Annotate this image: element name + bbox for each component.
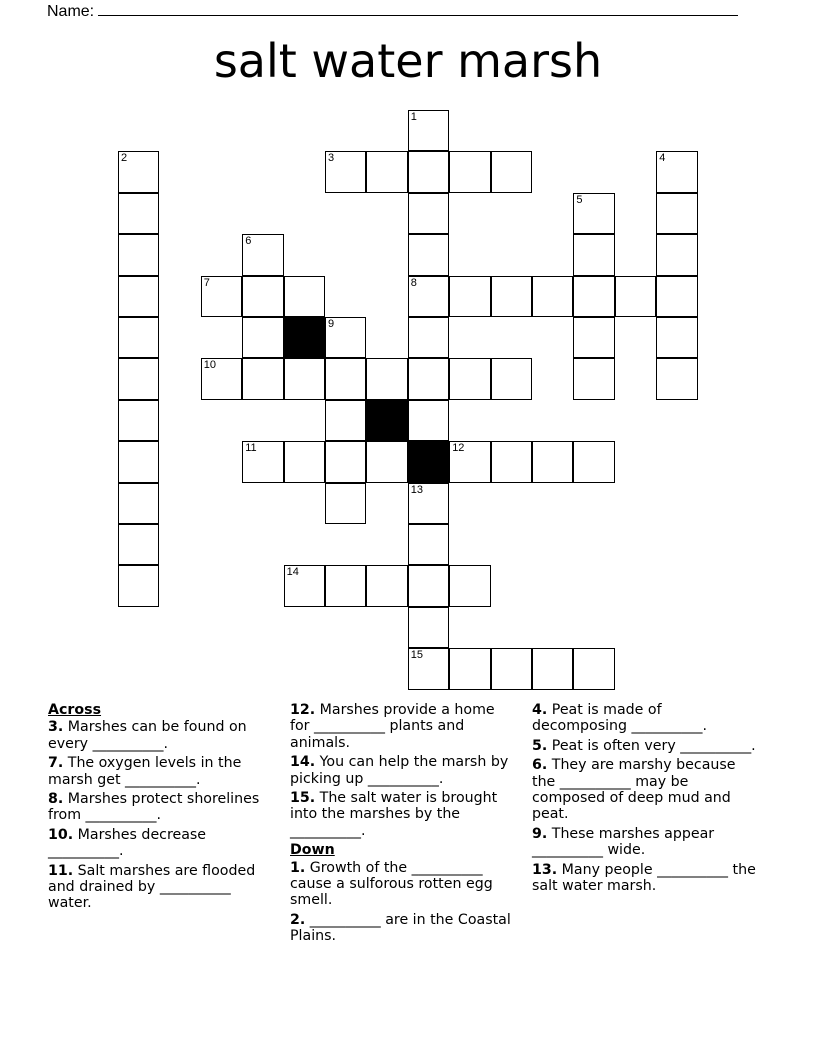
clue-number: 14.: [290, 754, 316, 771]
grid-cell[interactable]: [491, 151, 532, 192]
clue-text: The oxygen levels in the marsh get __________.: [48, 755, 242, 788]
clue-number: 13: [410, 483, 424, 496]
clue-number: 6.: [532, 757, 548, 774]
grid-cell[interactable]: [325, 317, 366, 358]
grid-cell[interactable]: [408, 358, 449, 399]
clue: [290, 754, 518, 787]
grid-cell[interactable]: [408, 648, 449, 689]
clue: [532, 757, 757, 823]
grid-cell[interactable]: [656, 358, 697, 399]
grid-cell[interactable]: [366, 151, 407, 192]
grid-cell[interactable]: [408, 400, 449, 441]
grid-cell[interactable]: [449, 276, 490, 317]
clue-text: The salt water is brought into the marshes by the __________.: [290, 790, 498, 839]
grid-cell[interactable]: [284, 441, 325, 482]
clue-number: 15: [410, 649, 424, 662]
clue: [48, 719, 273, 752]
grid-cell[interactable]: [118, 483, 159, 524]
clue-number: 9: [328, 318, 335, 330]
down-clue-list-continued: [532, 702, 757, 894]
clue-number: 2: [121, 152, 128, 165]
grid-cell[interactable]: [242, 234, 283, 275]
grid-cell[interactable]: [615, 276, 656, 317]
grid-cell[interactable]: [573, 234, 614, 275]
grid-cell[interactable]: [325, 358, 366, 399]
clue: [532, 862, 757, 895]
grid-cell[interactable]: [366, 441, 407, 482]
grid-cell[interactable]: [366, 358, 407, 399]
clue-number: 15.: [290, 790, 316, 807]
clue: [48, 791, 273, 824]
grid-cell[interactable]: [118, 441, 159, 482]
grid-cell[interactable]: [408, 565, 449, 606]
grid-cell[interactable]: [408, 276, 449, 317]
clues-column-2: [290, 702, 518, 948]
grid-cell[interactable]: [201, 358, 242, 399]
grid-cell[interactable]: [491, 358, 532, 399]
grid-cell[interactable]: [532, 441, 573, 482]
grid-cell[interactable]: [284, 276, 325, 317]
grid-cell[interactable]: [491, 441, 532, 482]
clue-text: Growth of the __________ cause a sulforous rotten egg smell.: [290, 859, 493, 909]
grid-cell[interactable]: [408, 110, 449, 151]
name-label: Name:: [47, 3, 95, 20]
clue-number: 14: [286, 566, 299, 579]
clue-number: 4.: [532, 702, 548, 718]
grid-cell[interactable]: [118, 276, 159, 317]
grid-cell[interactable]: [118, 193, 159, 234]
clue-number: 8.: [48, 791, 64, 808]
grid-cell[interactable]: [656, 234, 697, 275]
clue-number: 5.: [532, 737, 548, 754]
across-clue-list: [48, 719, 273, 911]
clue-text: Marshes decrease __________.: [48, 826, 207, 860]
grid-cell[interactable]: [325, 151, 366, 192]
black-cell: [408, 441, 449, 482]
grid-cell[interactable]: [408, 524, 449, 565]
clue-number: 7.: [48, 755, 64, 772]
grid-cell[interactable]: [449, 358, 490, 399]
clues-column-3: [532, 702, 757, 897]
grid-cell[interactable]: [408, 151, 449, 192]
grid-cell[interactable]: [408, 607, 449, 648]
clue-number: 3.: [48, 719, 64, 736]
across-clue-list-continued: [290, 702, 518, 839]
clue-number: 6: [245, 235, 252, 248]
clue-text: You can help the marsh by picking up __________.: [290, 754, 509, 787]
grid-cell[interactable]: [408, 193, 449, 234]
grid-cell[interactable]: [491, 648, 532, 689]
clue: [532, 738, 757, 754]
grid-cell[interactable]: [573, 441, 614, 482]
page-title: salt water marsh: [213, 34, 603, 88]
grid-cell[interactable]: [325, 441, 366, 482]
grid-cell[interactable]: [325, 400, 366, 441]
grid-cell[interactable]: [201, 276, 242, 317]
grid-cell[interactable]: [449, 648, 490, 689]
across-heading: Across: [48, 702, 102, 718]
clue: [48, 863, 273, 912]
clue-number: 1.: [290, 859, 306, 876]
grid-cell[interactable]: [656, 317, 697, 358]
clue: [290, 912, 518, 945]
clue-text: Marshes provide a home for __________ plants and animals.: [290, 702, 495, 751]
clue-text: Many people __________ the salt water marsh.: [532, 861, 756, 895]
grid-cell[interactable]: [118, 358, 159, 399]
clue-number: 5: [576, 193, 583, 206]
grid-cell[interactable]: [656, 151, 697, 192]
grid-cell[interactable]: [325, 483, 366, 524]
grid-cell[interactable]: [573, 358, 614, 399]
grid-cell[interactable]: [118, 565, 159, 606]
clue: [290, 702, 518, 751]
clue-text: Peat is often very __________.: [547, 737, 756, 754]
clue: [290, 860, 518, 909]
grid-cell[interactable]: [656, 193, 697, 234]
clue-number: 7: [203, 276, 210, 289]
clue-text: Marshes can be found on every __________.: [48, 719, 247, 752]
grid-cell[interactable]: [118, 317, 159, 358]
grid-cell[interactable]: [284, 565, 325, 606]
clue-text: They are marshy because the __________ may be composed of deep mud and peat.: [532, 757, 736, 823]
clue-number: 10: [203, 359, 217, 372]
grid-cell[interactable]: [242, 358, 283, 399]
grid-cell[interactable]: [449, 151, 490, 192]
grid-cell[interactable]: [573, 648, 614, 689]
clue-number: 9.: [532, 825, 548, 842]
grid-cell[interactable]: [532, 276, 573, 317]
grid-cell[interactable]: [491, 276, 532, 317]
grid-cell[interactable]: [449, 565, 490, 606]
clue-number: 13.: [532, 861, 558, 878]
grid-cell[interactable]: [284, 358, 325, 399]
grid-cell[interactable]: [242, 276, 283, 317]
clue-number: 1: [410, 111, 417, 123]
clue: [290, 790, 518, 839]
grid-cell[interactable]: [656, 276, 697, 317]
clue: [532, 702, 757, 735]
grid-cell[interactable]: [573, 317, 614, 358]
grid-cell[interactable]: [118, 400, 159, 441]
clue-number: 12.: [290, 702, 316, 718]
grid-cell[interactable]: [573, 276, 614, 317]
clue: [48, 755, 273, 788]
clue-number: 11.: [48, 862, 74, 879]
clue: [532, 826, 757, 859]
clue-text: Marshes protect shorelines from __________.: [48, 791, 260, 824]
clue-number: 4: [659, 152, 666, 165]
grid-cell[interactable]: [408, 483, 449, 524]
grid-cell[interactable]: [118, 151, 159, 192]
down-heading: Down: [290, 842, 335, 859]
clue-number: 3: [328, 152, 335, 165]
clue-number: 10.: [48, 826, 74, 843]
clue-number: 2.: [290, 911, 306, 928]
grid-cell[interactable]: [573, 193, 614, 234]
clue-text: These marshes appear __________ wide.: [532, 825, 715, 859]
clues-column-1: [48, 702, 273, 915]
clue-number: 8: [410, 276, 417, 289]
clue-text: Peat is made of decomposing __________.: [532, 702, 708, 735]
clue-text: __________ are in the Coastal Plains.: [290, 911, 511, 945]
grid-cell[interactable]: [408, 234, 449, 275]
grid-cell[interactable]: [366, 565, 407, 606]
black-cell: [366, 400, 407, 441]
grid-cell[interactable]: [449, 441, 490, 482]
down-clue-list: [290, 860, 518, 945]
grid-cell[interactable]: [242, 441, 283, 482]
grid-cell[interactable]: [532, 648, 573, 689]
clue-number: 12: [452, 442, 465, 455]
clue-number: 11: [245, 442, 257, 455]
grid-cell[interactable]: [118, 234, 159, 275]
clue-text: Salt marshes are flooded and drained by __________ water.: [48, 862, 256, 912]
grid-cell[interactable]: [408, 317, 449, 358]
black-cell: [284, 317, 325, 358]
clue: [48, 827, 273, 860]
grid-cell[interactable]: [325, 565, 366, 606]
grid-cell[interactable]: [118, 524, 159, 565]
grid-cell[interactable]: [242, 317, 283, 358]
